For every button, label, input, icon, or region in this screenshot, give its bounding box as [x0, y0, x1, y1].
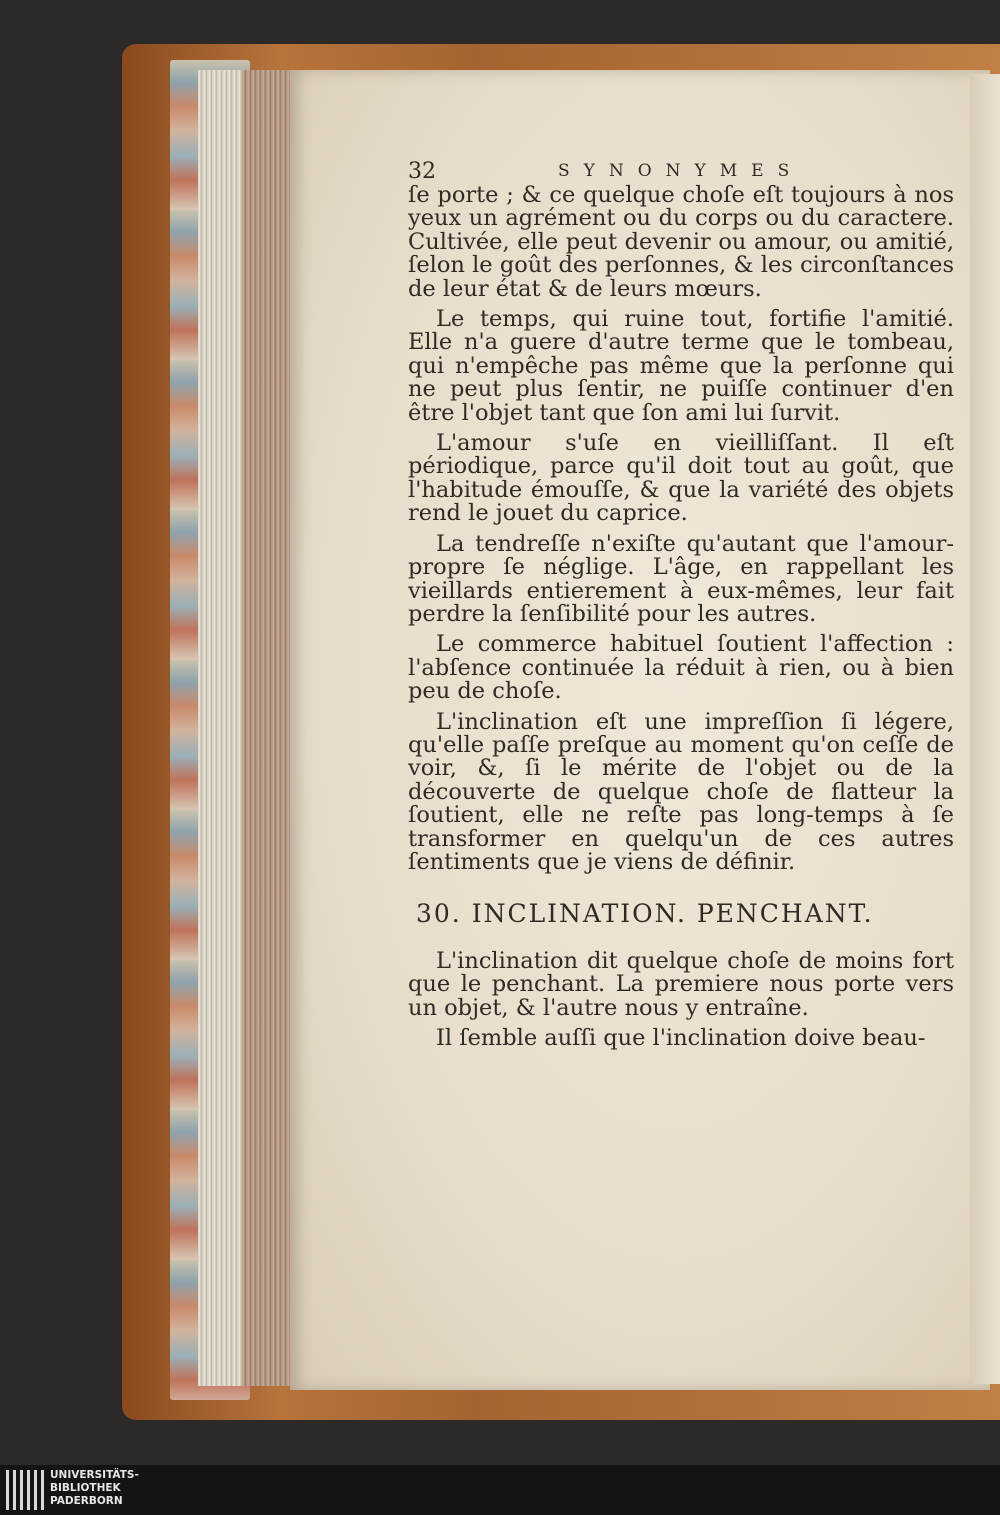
paragraph-affection: Le commerce habituel ſoutient l'affection : l'abſence continuée la réduit à rien, ou à bien peu de choſe.: [408, 631, 954, 705]
page-text: [408, 160, 954, 1050]
paragraph-inclination: L'inclination eſt une impreſſion ſi légere, qu'elle paſſe preſque au moment qu'on ceſſe de voir, &, ſi le mérite de l'objet ou de la découverte de quelque choſe de flatteur la ſoutient, elle ne reſte pas long-temps à ſe transformer en quelqu'un de ces autres ſentiments que je viens de définir.: [408, 708, 954, 875]
paragraph-tendresse: La tendreſſe n'exiſte qu'autant que l'amour-propre ſe néglige. L'âge, en rappellant les vieillards entierement à eux-mêmes, leur fait perdre la ſenſibilité pour les autres.: [408, 530, 954, 627]
page-number: 32: [408, 159, 436, 184]
paragraph-amitie: Le temps, qui ruine tout, fortifie l'amitié. Elle n'a guere d'autre terme que le tombeau, qui n'empêche pas même que la perſonne qui ne peut plus ſentir, ne puiſſe continuer d'en être l'objet tant que ſon ami lui ſurvit.: [408, 306, 954, 426]
library-name-line3: PADERBORN: [50, 1495, 123, 1507]
paragraph-amour: L'amour s'uſe en vieilliſſant. Il eſt périodique, parce qu'il doit tout au goût, que l'habitude émouſſe, & que la variété des objets rend le jouet du caprice.: [408, 430, 954, 527]
section-heading: 30. INCLINATION. PENCHANT.: [416, 899, 874, 929]
facing-page-edge: [970, 74, 1000, 1384]
running-title: SYNONYMES: [558, 161, 804, 181]
paragraph-continuation: ſe porte ; & ce quelque choſe eſt toujours à nos yeux un agrément ou du corps ou du caractere. Cultivée, elle peut devenir ou amour, ou amitié, ſelon le goût des perſonnes, & les circonſtances de leur état & de leurs mœurs.: [408, 182, 954, 302]
page-edges-shadow: [242, 70, 292, 1386]
paragraph-section-1: L'inclination dit quelque choſe de moins fort que le penchant. La premiere nous porte vers un objet, & l'autre nous y entraîne.: [408, 947, 954, 1021]
library-name: [50, 1469, 139, 1508]
library-name-line2: BIBLIOTHEK: [50, 1482, 121, 1494]
paragraph-section-2: Il ſemble auſſi que l'inclination doive beau-: [436, 1025, 926, 1051]
running-header: [408, 160, 954, 184]
library-footer: [0, 1465, 1000, 1515]
library-logo-icon: [6, 1470, 46, 1510]
library-name-line1: UNIVERSITÄTS-: [50, 1469, 139, 1481]
